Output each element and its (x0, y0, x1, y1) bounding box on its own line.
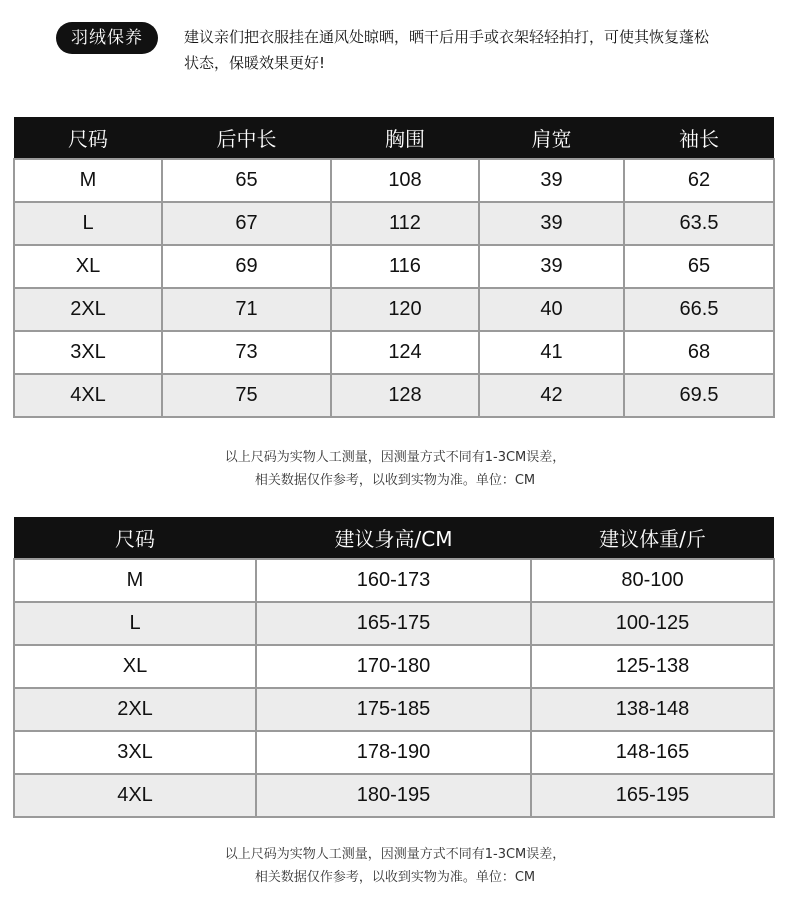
table-cell: M (14, 159, 162, 202)
table-row (14, 688, 774, 731)
header-cell: 建议身高/CM (256, 517, 531, 559)
table-cell: M (14, 559, 256, 602)
care-badge: 羽绒保养 (56, 22, 158, 54)
header-cell: 胸围 (331, 117, 479, 159)
header-cell: 袖长 (624, 117, 774, 159)
note-line-1: 以上尺码为实物人工测量，因测量方式不同有1-3CM误差， (224, 450, 566, 465)
table-cell: L (14, 202, 162, 245)
note-line-2: 相关数据仅作参考，以收到实物为准。单位：CM (254, 870, 536, 885)
table-cell: 69 (162, 245, 331, 288)
table-cell: 67 (162, 202, 331, 245)
care-line-1: 建议亲们把衣服挂在通风处晾晒，晒干后用手或衣架轻轻拍打，可使其恢复蓬松 (184, 28, 710, 46)
table-row (14, 774, 774, 817)
table-cell: 75 (162, 374, 331, 417)
table-cell: 41 (479, 331, 624, 374)
table-cell: 128 (331, 374, 479, 417)
size-measurement-table (13, 117, 775, 418)
care-line-2: 状态，保暖效果更好! (184, 54, 326, 72)
table-cell: 100-125 (531, 602, 774, 645)
table-cell: L (14, 602, 256, 645)
table-row (14, 202, 774, 245)
table-row (14, 288, 774, 331)
table-cell: 40 (479, 288, 624, 331)
table-cell: 69.5 (624, 374, 774, 417)
table-cell: 165-195 (531, 774, 774, 817)
table-cell: 165-175 (256, 602, 531, 645)
table-cell: 170-180 (256, 645, 531, 688)
header-cell: 肩宽 (479, 117, 624, 159)
table-cell: 39 (479, 159, 624, 202)
table-cell: 116 (331, 245, 479, 288)
table-cell: 73 (162, 331, 331, 374)
measurement-note (0, 843, 790, 889)
table-cell: 120 (331, 288, 479, 331)
table-cell: 2XL (14, 288, 162, 331)
table-row (14, 159, 774, 202)
note-line-2: 相关数据仅作参考，以收到实物为准。单位：CM (254, 473, 536, 488)
table-row (14, 559, 774, 602)
table-header-row (14, 517, 774, 559)
table-header-row (14, 117, 774, 159)
table-cell: 66.5 (624, 288, 774, 331)
table-cell: 65 (624, 245, 774, 288)
table-cell: 4XL (14, 374, 162, 417)
table-cell: 63.5 (624, 202, 774, 245)
table-row (14, 602, 774, 645)
table-cell: 160-173 (256, 559, 531, 602)
table-cell: 125-138 (531, 645, 774, 688)
table-row (14, 374, 774, 417)
header-cell: 尺码 (14, 517, 256, 559)
table-cell: 180-195 (256, 774, 531, 817)
table-row (14, 245, 774, 288)
table-cell: XL (14, 245, 162, 288)
table-cell: 148-165 (531, 731, 774, 774)
table-cell: XL (14, 645, 256, 688)
table-cell: 108 (331, 159, 479, 202)
table-cell: 112 (331, 202, 479, 245)
table-cell: 68 (624, 331, 774, 374)
header-cell: 建议体重/斤 (531, 517, 774, 559)
header-cell: 尺码 (14, 117, 162, 159)
note-line-1: 以上尺码为实物人工测量，因测量方式不同有1-3CM误差， (224, 847, 566, 862)
table-cell: 39 (479, 202, 624, 245)
table-row (14, 645, 774, 688)
table-row (14, 731, 774, 774)
table-cell: 62 (624, 159, 774, 202)
table-cell: 138-148 (531, 688, 774, 731)
table-cell: 42 (479, 374, 624, 417)
table-cell: 39 (479, 245, 624, 288)
table-cell: 178-190 (256, 731, 531, 774)
care-instructions (184, 24, 764, 76)
table-cell: 71 (162, 288, 331, 331)
table-cell: 3XL (14, 331, 162, 374)
table-cell: 80-100 (531, 559, 774, 602)
header-cell: 后中长 (162, 117, 331, 159)
table-cell: 124 (331, 331, 479, 374)
table-cell: 3XL (14, 731, 256, 774)
size-recommendation-table (13, 517, 775, 818)
table-cell: 4XL (14, 774, 256, 817)
table-cell: 65 (162, 159, 331, 202)
table-cell: 2XL (14, 688, 256, 731)
measurement-note (0, 446, 790, 492)
table-row (14, 331, 774, 374)
table-cell: 175-185 (256, 688, 531, 731)
